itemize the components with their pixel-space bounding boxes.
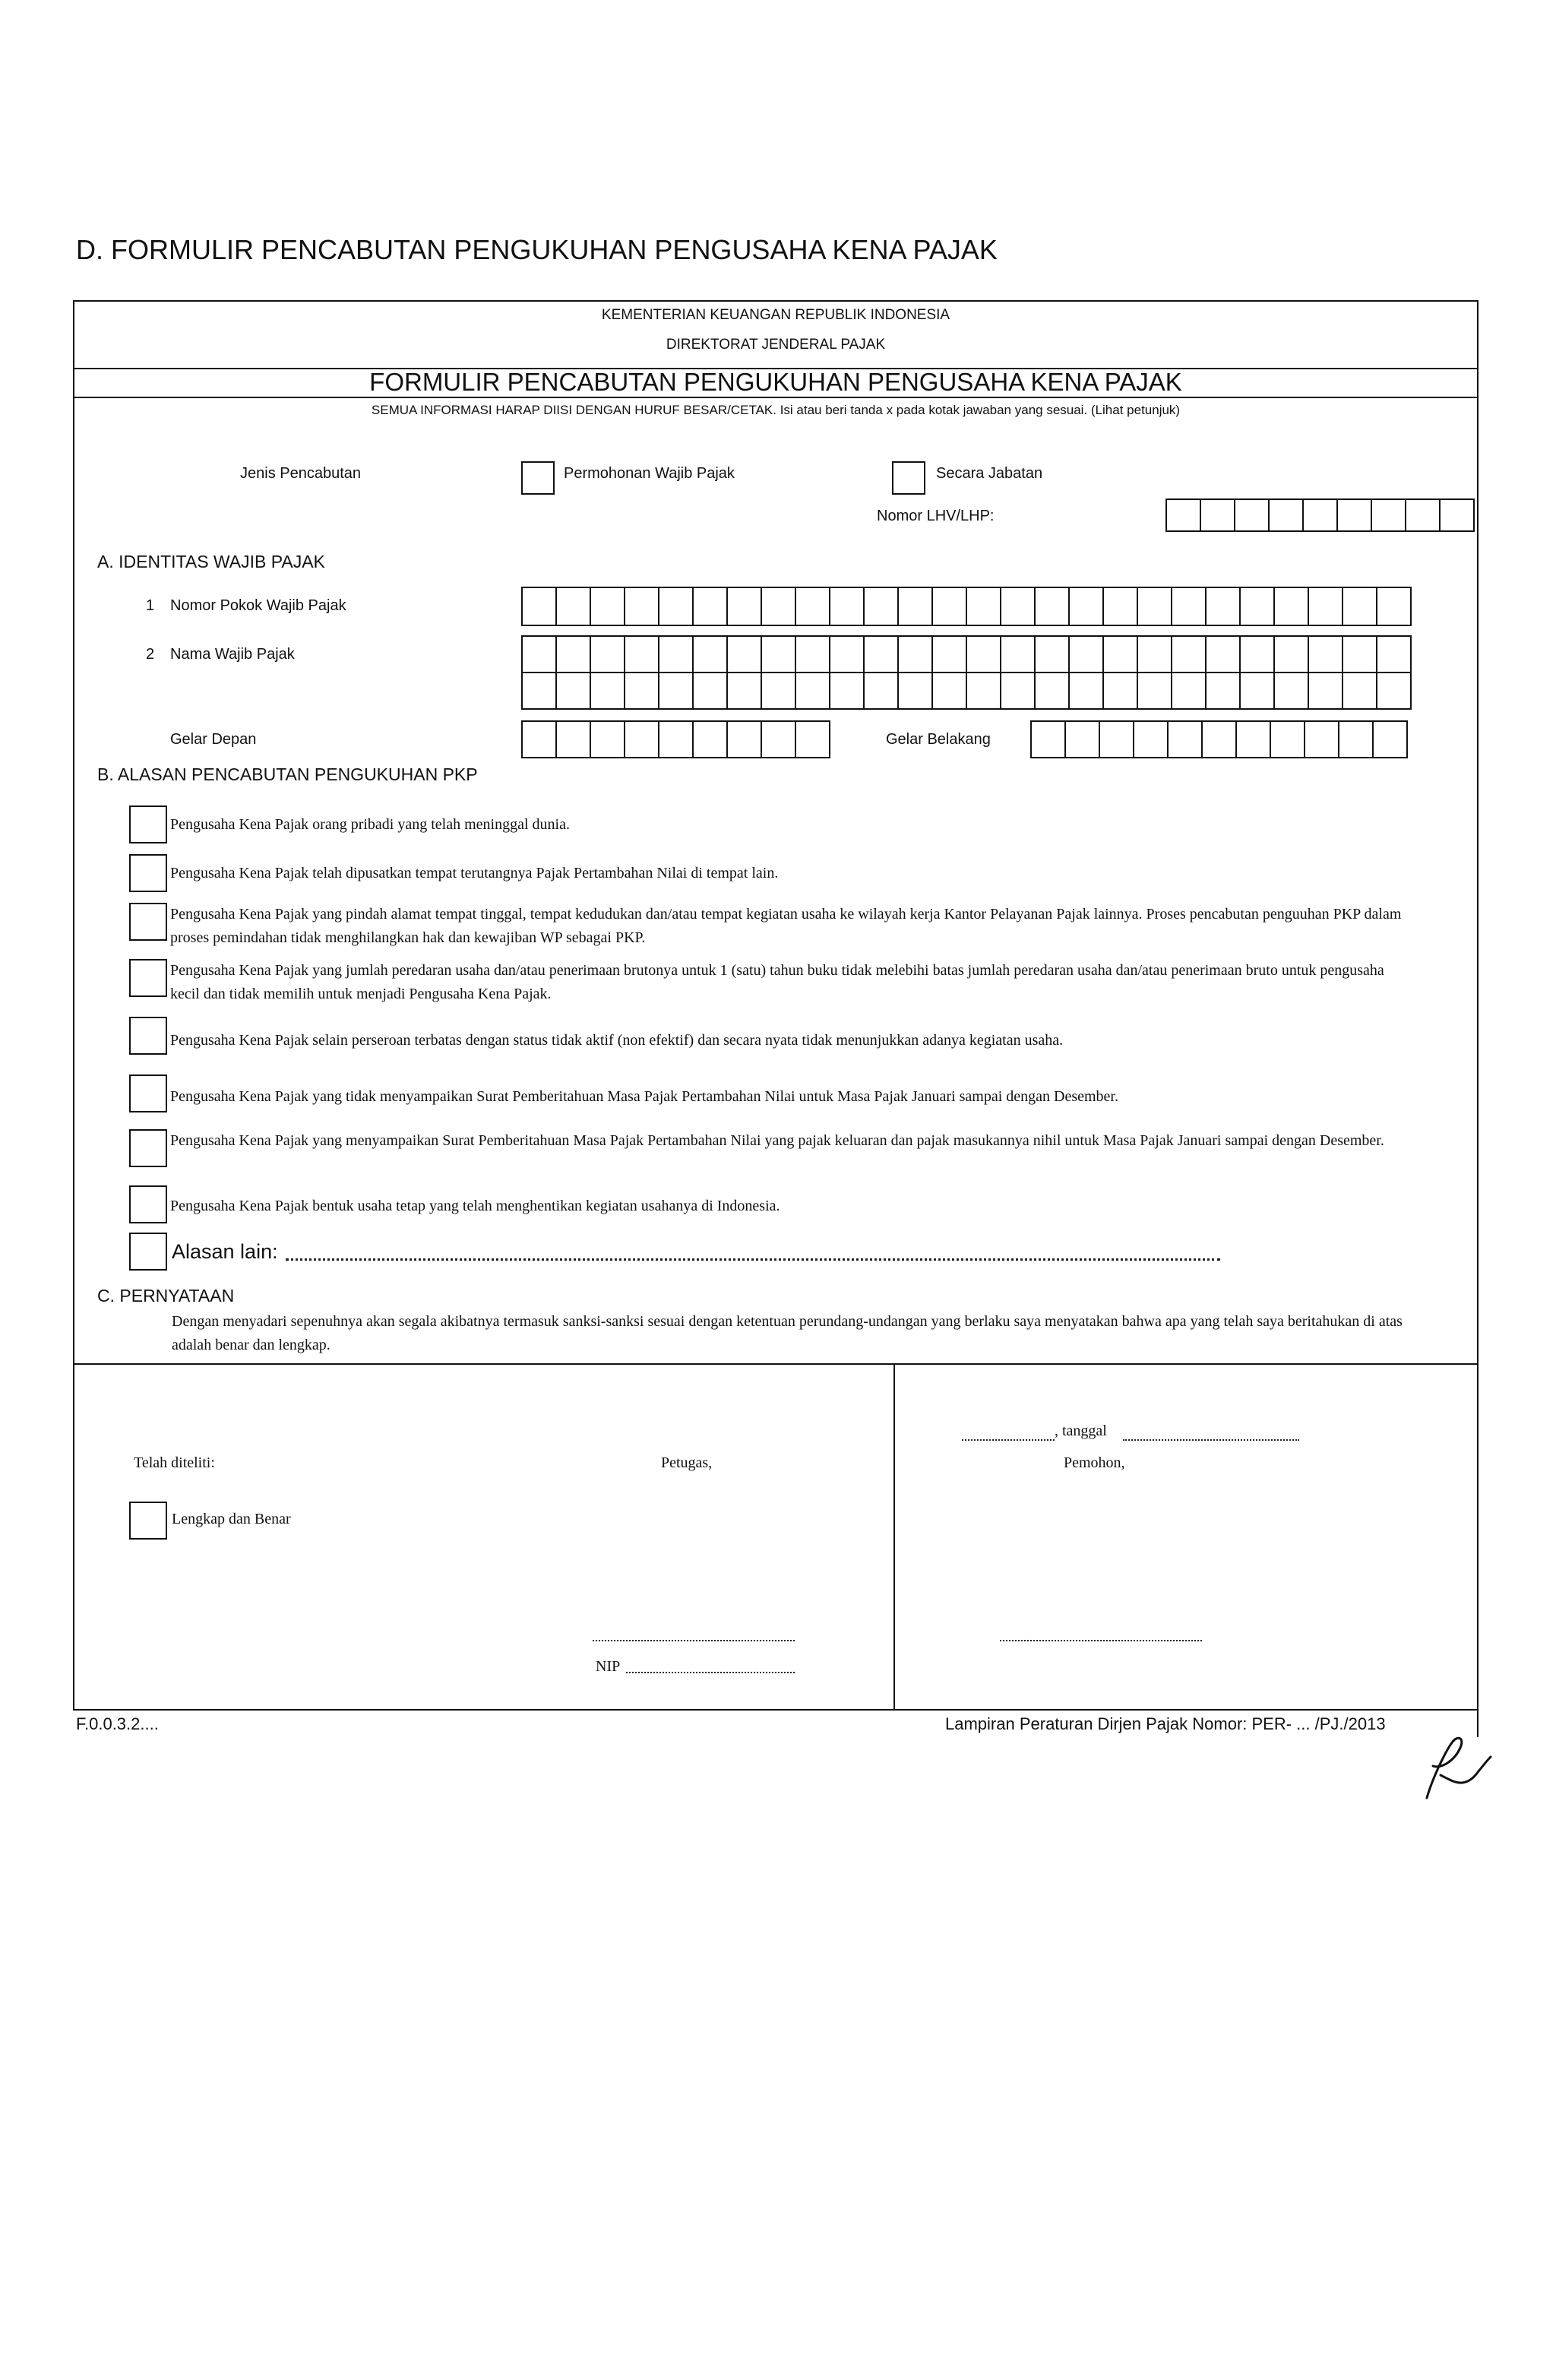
nomor-lhv-cells-box[interactable]: [1167, 498, 1201, 532]
nama-cells-row2-box[interactable]: [1138, 672, 1172, 710]
lampiran-text: Lampiran Peraturan Dirjen Pajak Nomor: PER- ... /PJ./2013: [945, 1714, 1386, 1733]
pernyataan-text: Dengan menyadari sepenuhnya akan segala akibatnya termasuk sanksi-sanksi sesuai dengan ketentuan perundang-undangan yang berlaku saya menyatakan bahwa apa yang telah saya beritahukan di atas adalah benar dan lengkap.: [172, 1313, 1403, 1353]
nomor-lhv-cells-box[interactable]: [1270, 498, 1304, 532]
reason-text-2: Pengusaha Kena Pajak telah dipusatkan tempat terutangnya Pajak Pertambahan Nilai di tempat lain.: [170, 865, 779, 881]
alasan-lain-label: Alasan lain:: [172, 1240, 278, 1263]
tanggal-label: , tanggal: [1055, 1423, 1107, 1439]
section-c-title: C. PERNYATAAN: [97, 1286, 235, 1306]
nama-cells-row1-box[interactable]: [796, 635, 830, 673]
paraf-initial-mark: [1410, 1731, 1494, 1804]
lengkap-checkbox[interactable]: [129, 1502, 167, 1540]
nama-cells-row1-box[interactable]: [659, 635, 694, 673]
nomor-lhv-cells[interactable]: [1165, 498, 1475, 532]
reason-checkbox-7[interactable]: [129, 1129, 167, 1167]
nama-cells-row1-box[interactable]: [1104, 635, 1138, 673]
tanggal-text: tanggal: [1062, 1423, 1107, 1439]
gelar-belakang-cells-box[interactable]: [1237, 720, 1271, 758]
nomor-lhv-cells-box[interactable]: [1235, 498, 1270, 532]
npwp-cells-box[interactable]: [1275, 587, 1309, 626]
gelar-depan-cells-box[interactable]: [591, 720, 625, 758]
reason-text-5: Pengusaha Kena Pajak selain perseroan terbatas dengan status tidak aktif (non efektif) dan secara nyata tidak menunjukkan adanya kegiatan usaha.: [170, 1032, 1064, 1049]
nama-cells-row1-box[interactable]: [1138, 635, 1172, 673]
nama-cells-row1-box[interactable]: [523, 635, 557, 673]
nama-cells-row1-box[interactable]: [1001, 635, 1036, 673]
nama-number: 2: [146, 646, 155, 663]
npwp-cells-box[interactable]: [659, 587, 694, 626]
nomor-lhv-cells-box[interactable]: [1441, 498, 1475, 532]
nama-cells-row1-box[interactable]: [694, 635, 728, 673]
nama-cells-row2-box[interactable]: [591, 672, 625, 710]
nomor-lhv-cells-box[interactable]: [1304, 498, 1338, 532]
npwp-number: 1: [146, 597, 155, 614]
npwp-label: Nomor Pokok Wajib Pajak: [170, 597, 346, 614]
nama-cells-row1-box[interactable]: [1070, 635, 1104, 673]
nama-cells-row2-box[interactable]: [1377, 672, 1412, 710]
reason-checkbox-4[interactable]: [129, 959, 167, 997]
form-title: FORMULIR PENCABUTAN PENGUKUHAN PENGUSAHA KENA PAJAK: [369, 368, 1182, 396]
tanggal-dotted-line[interactable]: [1123, 1439, 1299, 1441]
gelar-belakang-label: Gelar Belakang: [886, 731, 991, 748]
nama-cells-row1-box[interactable]: [967, 635, 1001, 673]
alasan-lain-dotted-line[interactable]: [286, 1258, 1220, 1261]
place-dotted-line[interactable]: [962, 1439, 1055, 1441]
gelar-depan-cells-box[interactable]: [796, 720, 830, 758]
npwp-cells-box[interactable]: [694, 587, 728, 626]
reason-checkbox-3[interactable]: [129, 903, 167, 941]
gelar-depan-cells[interactable]: [521, 720, 830, 758]
npwp-cells-box[interactable]: [1104, 587, 1138, 626]
gelar-belakang-cells-box[interactable]: [1203, 720, 1237, 758]
npwp-cells-box[interactable]: [762, 587, 796, 626]
page-title: D. FORMULIR PENCABUTAN PENGUKUHAN PENGUSAHA KENA PAJAK: [76, 234, 998, 265]
pemohon-signature-line[interactable]: [1000, 1640, 1202, 1641]
nama-cells-row1-box[interactable]: [830, 635, 865, 673]
nama-cells-row1-box[interactable]: [1275, 635, 1309, 673]
gelar-belakang-cells-box[interactable]: [1305, 720, 1339, 758]
nama-cells-row2-box[interactable]: [830, 672, 865, 710]
reason-checkbox-2[interactable]: [129, 854, 167, 892]
npwp-cells-box[interactable]: [1001, 587, 1036, 626]
nama-cells-row1-box[interactable]: [1377, 635, 1412, 673]
nomor-lhv-cells-box[interactable]: [1406, 498, 1441, 532]
reason-checkbox-6[interactable]: [129, 1074, 167, 1112]
npwp-cells-box[interactable]: [1309, 587, 1343, 626]
reason-text-8: Pengusaha Kena Pajak bentuk usaha tetap yang telah menghentikan kegiatan usahanya di Indonesia.: [170, 1198, 780, 1214]
jenis-label: Jenis Pencabutan: [240, 465, 362, 482]
section-b-title: B. ALASAN PENCABUTAN PENGUKUHAN PKP: [97, 764, 478, 784]
npwp-cells-box[interactable]: [591, 587, 625, 626]
petugas-label: Petugas,: [661, 1454, 713, 1471]
nama-cells-row1[interactable]: [521, 635, 1412, 673]
nama-label: Nama Wajib Pajak: [170, 646, 295, 663]
gelar-depan-cells-box[interactable]: [523, 720, 557, 758]
reason-text-4: Pengusaha Kena Pajak yang jumlah peredaran usaha dan/atau penerimaan brutonya untuk 1 (satu) tahun buku tidak melebihi batas jumlah peredaran usaha dan/atau penerimaan bruto untuk pengusaha kecil dan tidak memilih untuk menjadi Pengusaha Kena Pajak.: [170, 962, 1384, 1002]
nama-cells-row1-box[interactable]: [1343, 635, 1377, 673]
npwp-cells-box[interactable]: [1036, 587, 1070, 626]
nama-cells-row1-box[interactable]: [899, 635, 933, 673]
nama-cells-row2-box[interactable]: [1104, 672, 1138, 710]
nama-cells-row2-box[interactable]: [1036, 672, 1070, 710]
nomor-lhv-cells-box[interactable]: [1372, 498, 1406, 532]
nama-cells-row2-box[interactable]: [967, 672, 1001, 710]
nip-dotted-line[interactable]: [626, 1672, 795, 1673]
nama-cells-row2-box[interactable]: [557, 672, 591, 710]
reason-checkbox-8[interactable]: [129, 1185, 167, 1223]
form-instruction: SEMUA INFORMASI HARAP DIISI DENGAN HURUF BESAR/CETAK. Isi atau beri tanda x pada kotak jawaban yang sesuai. (Lihat petunjuk): [371, 403, 1181, 417]
ministry-name: KEMENTERIAN KEUANGAN REPUBLIK INDONESIA: [601, 307, 950, 323]
nama-cells-row1-box[interactable]: [1241, 635, 1275, 673]
nama-cells-row1-box[interactable]: [625, 635, 659, 673]
signature-vertical-divider: [893, 1363, 895, 1711]
npwp-cells[interactable]: [521, 587, 1412, 626]
npwp-cells-box[interactable]: [523, 587, 557, 626]
gelar-depan-cells-box[interactable]: [762, 720, 796, 758]
nama-cells-row1-box[interactable]: [1172, 635, 1207, 673]
reason-text-6: Pengusaha Kena Pajak yang tidak menyampaikan Surat Pemberitahuan Masa Pajak Pertambahan Nilai untuk Masa Pajak Januari sampai dengan Desember.: [170, 1088, 1118, 1105]
nama-cells-row1-box[interactable]: [728, 635, 762, 673]
nomor-lhv-cells-box[interactable]: [1338, 498, 1372, 532]
form-code: F.0.0.3.2....: [76, 1714, 159, 1733]
nomor-lhv-cells-box[interactable]: [1201, 498, 1235, 532]
npwp-cells-box[interactable]: [1138, 587, 1172, 626]
header-divider-bottom: [73, 397, 1479, 398]
petugas-signature-line[interactable]: [593, 1640, 795, 1641]
gelar-depan-cells-box[interactable]: [557, 720, 591, 758]
gelar-belakang-cells-box[interactable]: [1271, 720, 1305, 758]
jabatan-checkbox[interactable]: [892, 461, 925, 495]
nama-cells-row1-box[interactable]: [865, 635, 899, 673]
npwp-cells-box[interactable]: [899, 587, 933, 626]
reason-text-7: Pengusaha Kena Pajak yang menyampaikan Surat Pemberitahuan Masa Pajak Pertambahan Nilai yang pajak keluaran dan pajak masukannya nihil untuk Masa Pajak Januari sampai dengan Desember.: [170, 1132, 1384, 1149]
gelar-belakang-cells-box[interactable]: [1169, 720, 1203, 758]
gelar-depan-cells-box[interactable]: [728, 720, 762, 758]
nama-cells-row2-box[interactable]: [1309, 672, 1343, 710]
nama-cells-row2-box[interactable]: [865, 672, 899, 710]
nama-cells-row1-box[interactable]: [1036, 635, 1070, 673]
nama-cells-row2-box[interactable]: [762, 672, 796, 710]
npwp-cells-box[interactable]: [1377, 587, 1412, 626]
nama-cells-row2-box[interactable]: [1207, 672, 1241, 710]
nomor-lhv-label: Nomor LHV/LHP:: [877, 508, 995, 524]
npwp-cells-box[interactable]: [1172, 587, 1207, 626]
nama-cells-row2-box[interactable]: [1070, 672, 1104, 710]
section-a-title: A. IDENTITAS WAJIB PAJAK: [97, 552, 325, 571]
nama-cells-row2-box[interactable]: [694, 672, 728, 710]
nama-cells-row2-box[interactable]: [899, 672, 933, 710]
gelar-belakang-cells-box[interactable]: [1134, 720, 1169, 758]
nama-cells-row1-box[interactable]: [557, 635, 591, 673]
gelar-belakang-cells-box[interactable]: [1339, 720, 1374, 758]
gelar-belakang-cells-box[interactable]: [1100, 720, 1134, 758]
alasan-lain-checkbox[interactable]: [129, 1233, 167, 1271]
npwp-cells-box[interactable]: [865, 587, 899, 626]
nama-cells-row2-box[interactable]: [1241, 672, 1275, 710]
jabatan-label: Secara Jabatan: [936, 465, 1043, 482]
npwp-cells-box[interactable]: [830, 587, 865, 626]
permohonan-label: Permohonan Wajib Pajak: [564, 465, 735, 482]
nama-cells-row2-box[interactable]: [933, 672, 967, 710]
nama-cells-row2-box[interactable]: [728, 672, 762, 710]
gelar-belakang-cells-box[interactable]: [1032, 720, 1066, 758]
telah-diteliti-label: Telah diteliti:: [134, 1454, 215, 1471]
nama-cells-row1-box[interactable]: [1309, 635, 1343, 673]
npwp-cells-box[interactable]: [557, 587, 591, 626]
reason-text-1: Pengusaha Kena Pajak orang pribadi yang telah meninggal dunia.: [170, 816, 570, 833]
lengkap-label: Lengkap dan Benar: [172, 1511, 291, 1527]
nama-cells-row2-box[interactable]: [523, 672, 557, 710]
reason-checkbox-5[interactable]: [129, 1017, 167, 1055]
permohonan-checkbox[interactable]: [521, 461, 555, 495]
gelar-depan-label: Gelar Depan: [170, 731, 257, 748]
npwp-cells-box[interactable]: [728, 587, 762, 626]
nama-cells-row2-box[interactable]: [1001, 672, 1036, 710]
nama-cells-row2[interactable]: [521, 672, 1412, 710]
gelar-depan-cells-box[interactable]: [694, 720, 728, 758]
nama-cells-row2-box[interactable]: [659, 672, 694, 710]
nama-cells-row2-box[interactable]: [1343, 672, 1377, 710]
gelar-belakang-cells[interactable]: [1030, 720, 1408, 758]
nama-cells-row2-box[interactable]: [1172, 672, 1207, 710]
pemohon-label: Pemohon,: [1064, 1454, 1125, 1471]
directorate-name: DIREKTORAT JENDERAL PAJAK: [666, 337, 886, 353]
reason-text-3: Pengusaha Kena Pajak yang pindah alamat tempat tinggal, tempat kedudukan dan/atau tempat kegiatan usaha ke wilayah kerja Kantor Pelayanan Pajak lainnya. Proses pencabutan penguuhan PKP dalam proses pemindahan tidak menghilangkan hak dan kewajiban WP sebagai PKP.: [170, 906, 1402, 946]
gelar-depan-cells-box[interactable]: [659, 720, 694, 758]
nama-cells-row1-box[interactable]: [1207, 635, 1241, 673]
gelar-depan-cells-box[interactable]: [625, 720, 659, 758]
npwp-cells-box[interactable]: [796, 587, 830, 626]
npwp-cells-box[interactable]: [967, 587, 1001, 626]
nama-cells-row2-box[interactable]: [1275, 672, 1309, 710]
npwp-cells-box[interactable]: [933, 587, 967, 626]
npwp-cells-box[interactable]: [1070, 587, 1104, 626]
nama-cells-row1-box[interactable]: [762, 635, 796, 673]
nama-cells-row2-box[interactable]: [625, 672, 659, 710]
nama-cells-row1-box[interactable]: [591, 635, 625, 673]
gelar-belakang-cells-box[interactable]: [1374, 720, 1408, 758]
reason-checkbox-1[interactable]: [129, 805, 167, 843]
nip-label: NIP: [596, 1658, 621, 1675]
npwp-cells-box[interactable]: [1343, 587, 1377, 626]
npwp-cells-box[interactable]: [1241, 587, 1275, 626]
nama-cells-row1-box[interactable]: [933, 635, 967, 673]
gelar-belakang-cells-box[interactable]: [1066, 720, 1100, 758]
npwp-cells-box[interactable]: [1207, 587, 1241, 626]
signature-divider: [73, 1363, 1479, 1365]
npwp-cells-box[interactable]: [625, 587, 659, 626]
nama-cells-row2-box[interactable]: [796, 672, 830, 710]
